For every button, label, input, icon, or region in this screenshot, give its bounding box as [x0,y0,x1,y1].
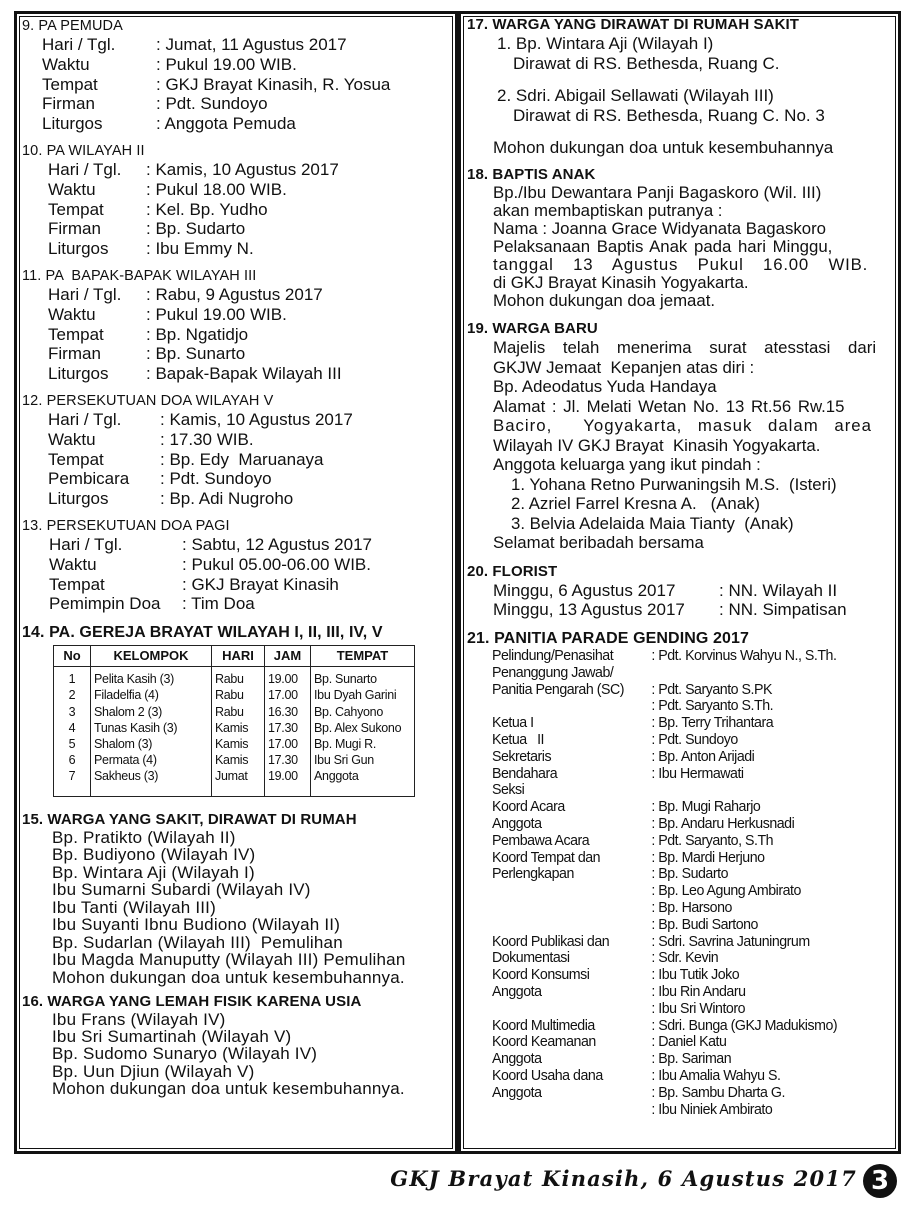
info-value: : Kel. Bp. Yudho [146,199,268,219]
info-label: Tempat [48,324,104,344]
list-item: Bp. Sudarlan (Wilayah III) Pemulihan [52,932,343,952]
list-item: 2. Azriel Farrel Kresna A. (Anak) [511,494,761,513]
info-row [22,55,452,75]
info-row [22,75,452,95]
cell-hari: Kamis [212,720,265,736]
list-item: Bp. Sudomo Sunaryo (Wilayah IV) [52,1044,318,1064]
section-title: 9. PA PEMUDA [22,18,123,34]
table-row [54,720,415,736]
committee-role: Koord Publikasi dan [491,933,610,950]
info-value: : NN. Simpatisan [719,600,847,620]
committee-member: : Ibu Rin Andaru [651,984,746,1001]
info-row [22,239,452,259]
info-label: Hari / Tgl. [49,534,123,554]
cell-tempat: Ibu Dyah Garini [311,687,415,703]
committee-member: : Bp. Terry Trihantara [651,715,774,732]
text-line: Pelaksanaan Baptis Anak pada hari Minggu, [493,237,833,256]
committee-row [492,934,870,951]
committee-member: : Bp. Sudarto [651,866,728,883]
committee-member: : Bp. Andaru Herkusnadi [651,816,795,833]
info-row [22,160,452,180]
cell-kelompok: Tunas Kasih (3) [91,720,212,736]
committee-role: Koord Usaha dana [491,1068,603,1085]
cell-hari: Jumat [212,768,265,796]
committee-member: : Bp. Harsono [651,900,732,917]
info-value: : Sabtu, 12 Agustus 2017 [182,534,372,554]
committee-role: Ketua I [491,715,534,732]
prayer-request-note: Mohon dukungan doa untuk kesembuhannya [493,138,834,157]
cell-kelompok: Permata (4) [91,752,212,768]
committee-member: : Sdr. Kevin [651,950,719,967]
committee-member: : Pdt. Sundoyo [651,732,738,749]
cell-kelompok: Sakheus (3) [91,768,212,796]
info-value: : Bp. Sunarto [146,344,246,364]
list-item: Bp. Uun Djiun (Wilayah V) [52,1061,255,1081]
section-panitia-parade-gending [467,630,887,1118]
info-value: : GKJ Brayat Kinasih [182,574,339,594]
list-item: Ibu Suyanti Ibnu Budiono (Wilayah II) [52,915,341,935]
info-label: Waktu [48,429,96,449]
footer-church-date: GKJ Brayat Kinasih, 6 Agustus 2017 [390,1166,857,1191]
table-row [54,768,415,796]
info-row [22,305,452,325]
column-header-jam: JAM [265,646,311,667]
committee-row [492,950,870,967]
committee-role: Pelindung/Penasihat [491,648,614,665]
cell-jam: 17.30 [265,720,311,736]
committee-row [492,866,870,883]
info-row [22,364,452,384]
list-item: Ibu Sumarni Subardi (Wilayah IV) [52,880,311,900]
info-value: : Bp. Adi Nugroho [160,489,294,509]
info-value: : Pdt. Sundoyo [156,94,268,114]
cell-jam: 17.00 [265,687,311,703]
committee-role: Anggota [491,1084,542,1101]
text-line: Anggota keluarga yang ikut pindah : [493,455,761,474]
list-item: Ibu Tanti (Wilayah III) [52,897,216,917]
info-label: Liturgos [48,489,109,509]
committee-role [492,900,651,917]
section-florist [467,563,887,621]
table-row [54,687,415,703]
committee-member: : Pdt. Korvinus Wahyu N., S.Th. [651,648,837,665]
committee-role: Penanggung Jawab/ [491,664,614,681]
committee-row [492,665,870,682]
committee-row [492,1085,870,1102]
sick-member-list [22,829,452,987]
committee-role: Anggota [491,816,542,833]
committee-role: Anggota [491,984,542,1001]
info-label: Hari / Tgl. [48,284,122,304]
info-label: Firman [48,219,101,239]
committee-role [492,1001,651,1018]
section-title: 21. PANITIA PARADE GENDING 2017 [467,630,749,648]
committee-row [492,715,870,732]
committee-row [492,1068,870,1085]
cell-no: 4 [54,720,91,736]
committee-row [492,682,870,699]
committee-role: Koord Acara [491,799,565,816]
committee-role: Dokumentasi [491,950,570,967]
committee-row [492,782,870,799]
info-label: Waktu [49,554,97,574]
info-label: Pembicara [48,469,130,489]
committee-role: Panitia Pengarah (SC) [491,681,625,698]
committee-role [492,1102,651,1119]
info-label: Firman [48,344,101,364]
info-label: Minggu, 13 Agustus 2017 [493,600,685,620]
committee-row [492,799,870,816]
info-label: Firman [42,94,95,114]
baptism-announcement [467,184,887,310]
committee-member: : Bp. Sariman [651,1051,732,1068]
info-row [22,180,452,200]
info-value: : Anggota Pemuda [156,114,296,134]
section-warga-dirawat-rs [467,16,887,158]
committee-member: : Ibu Amalia Wahyu S. [651,1068,781,1085]
committee-member: : Sdri. Savrina Jatuningrum [651,933,810,950]
section-title: 13. PERSEKUTUAN DOA PAGI [22,517,230,534]
committee-row [492,967,870,984]
committee-row [492,1018,870,1035]
cell-tempat: Ibu Sri Gun [311,752,415,768]
info-row [22,594,452,614]
cell-no: 6 [54,752,91,768]
committee-role: Koord Konsumsi [491,967,590,984]
new-member-announcement [467,338,887,475]
section-title: 15. WARGA YANG SAKIT, DIRAWAT DI RUMAH [22,810,357,828]
info-value: : Bp. Edy Maruanaya [160,449,324,469]
info-value: : Jumat, 11 Agustus 2017 [156,35,347,54]
committee-member: : Sdri. Bunga (GKJ Madukismo) [651,1017,838,1034]
section-persekutuan-doa-pagi [22,517,452,614]
cell-no: 1 [54,667,91,688]
column-header-no: No [54,646,91,667]
cell-no: 2 [54,687,91,703]
info-row [22,285,452,305]
info-row [22,450,452,470]
info-value: : 17.30 WIB. [160,429,254,449]
committee-row [492,850,870,867]
section-title: 17. WARGA YANG DIRAWAT DI RUMAH SAKIT [467,16,800,33]
info-row [22,575,452,595]
committee-member: : Ibu Hermawati [651,765,744,782]
closing-note: Selamat beribadah bersama [493,533,704,552]
section-title: 10. PA WILAYAH II [22,142,145,159]
section-title: 16. WARGA YANG LEMAH FISIK KARENA USIA [22,993,362,1011]
info-value: : Ibu Emmy N. [146,239,254,259]
info-value: : Bp. Ngatidjo [146,324,249,344]
table-row [54,704,415,720]
text-line: Majelis telah menerima surat atesstasi dari [493,338,877,357]
cell-tempat: Bp. Mugi R. [311,736,415,752]
list-item: Ibu Magda Manuputty (Wilayah III) Pemulihan [52,950,406,970]
list-item: Ibu Frans (Wilayah IV) [52,1010,226,1030]
list-item: Bp. Wintara Aji (Wilayah I) [52,862,255,882]
section-pa-wilayah-ii [22,142,452,259]
committee-row [492,1051,870,1068]
info-row [22,325,452,345]
text-line: Mohon dukungan doa jemaat. [493,291,716,310]
info-value: : Kamis, 10 Agustus 2017 [146,159,339,179]
list-item: Bp. Budiyono (Wilayah IV) [52,845,256,865]
text-line: akan membaptiskan putranya : [493,201,723,220]
info-row [22,114,452,134]
committee-member: : Pdt. Saryanto S.Th. [651,698,774,715]
info-value: : Tim Doa [182,594,255,614]
text-line: Baciro, Yogyakarta, masuk dalam area [493,416,872,435]
committee-member: : Bp. Anton Arijadi [651,748,755,765]
cell-no: 7 [54,768,91,796]
info-value: : Bapak-Bapak Wilayah III [146,364,342,384]
list-item: Bp. Pratikto (Wilayah II) [52,827,236,847]
info-label: Liturgos [48,239,109,259]
info-row [22,410,452,430]
info-row [22,469,452,489]
committee-row [492,917,870,934]
cell-no: 3 [54,704,91,720]
info-row [22,489,452,509]
committee-member: : Bp. Sambu Dharta G. [651,1084,785,1101]
info-label: Tempat [48,449,104,469]
info-row [22,35,452,55]
section-title: 18. BAPTIS ANAK [467,166,596,183]
committee-row [492,732,870,749]
cell-tempat: Bp. Alex Sukono [311,720,415,736]
info-row [22,535,452,555]
cell-kelompok: Shalom (3) [91,736,212,752]
committee-member: : Pdt. Saryanto S.PK [651,681,773,698]
section-title: 14. PA. GEREJA BRAYAT WILAYAH I, II, III, IV, V [22,624,383,642]
cell-jam: 16.30 [265,704,311,720]
patient-name: 2. Sdri. Abigail Sellawati (Wilayah III) [497,86,774,105]
info-label: Tempat [42,74,98,94]
table-row [54,736,415,752]
cell-hari: Kamis [212,736,265,752]
info-row [467,600,887,620]
info-row [22,200,452,220]
committee-role: Koord Keamanan [491,1034,596,1051]
cell-tempat: Bp. Sunarto [311,667,415,688]
patient-location: Dirawat di RS. Bethesda, Ruang C. [513,54,780,73]
family-member-list [467,475,887,534]
committee-role: Perlengkapan [491,866,574,883]
section-pa-pemuda [22,17,452,134]
committee-role [492,917,651,934]
cell-jam: 19.00 [265,667,311,688]
info-value: : Kamis, 10 Agustus 2017 [160,409,353,429]
committee-row [492,883,870,900]
info-value: : Bp. Sudarto [146,219,246,239]
committee-row [492,984,870,1001]
page-number-badge: 3 [863,1164,897,1198]
info-value: : Pukul 19.00 WIB. [146,304,287,324]
committee-member: : Ibu Niniek Ambirato [651,1101,773,1118]
committee-row [492,1102,870,1119]
committee-row [492,1001,870,1018]
info-value: : NN. Wilayah II [719,580,838,600]
committee-member: : Daniel Katu [651,1034,727,1051]
info-row [467,581,887,601]
list-item: Ibu Sri Sumartinah (Wilayah V) [52,1027,292,1047]
info-value: : Pukul 19.00 WIB. [156,54,297,74]
committee-row [492,833,870,850]
cell-jam: 19.00 [265,768,311,796]
committee-role [492,698,651,715]
cell-jam: 17.00 [265,736,311,752]
committee-row [492,648,870,665]
cell-tempat: Bp. Cahyono [311,704,415,720]
info-value: : Pdt. Sundoyo [160,469,272,489]
cell-kelompok: Pelita Kasih (3) [91,667,212,688]
committee-role: Koord Tempat dan [491,849,601,866]
cell-hari: Rabu [212,667,265,688]
committee-role: Koord Multimedia [491,1017,595,1034]
committee-row [492,1034,870,1051]
info-label: Liturgos [48,364,109,384]
cell-jam: 17.30 [265,752,311,768]
info-row [22,430,452,450]
column-header-tempat: TEMPAT [311,646,415,667]
section-persekutuan-doa-wilayah-v [22,392,452,509]
committee-member: : Bp. Leo Agung Ambirato [651,883,801,900]
cell-hari: Rabu [212,704,265,720]
right-column [467,16,887,1126]
section-pa-bapak-bapak [22,267,452,384]
info-label: Waktu [42,54,90,74]
section-warga-baru [467,320,887,553]
info-label: Hari / Tgl. [42,35,116,54]
committee-member: : Bp. Budi Sartono [651,916,758,933]
committee-member: : Bp. Mardi Herjuno [651,849,765,866]
section-title: 20. FLORIST [467,562,558,580]
section-title: 19. WARGA BARU [467,320,598,337]
section-warga-sakit-dirumah [22,811,452,987]
section-title: 12. PERSEKUTUAN DOA WILAYAH V [22,392,274,409]
committee-role: Bendahara [491,765,558,782]
patient-location: Dirawat di RS. Bethesda, Ruang C. No. 3 [513,106,825,125]
info-value: : GKJ Brayat Kinasih, R. Yosua [156,74,391,94]
info-label: Minggu, 6 Agustus 2017 [493,580,676,600]
cell-kelompok: Filadelfia (4) [91,687,212,703]
list-item: 3. Belvia Adelaida Maia Tianty (Anak) [511,513,794,533]
text-line-content: Bp./Ibu Dewantara Panji Bagaskoro (Wil. III) [493,183,822,202]
info-value: : Pukul 05.00-06.00 WIB. [182,554,371,574]
table-header-row [54,646,415,667]
committee-member: : Bp. Mugi Raharjo [651,799,761,816]
info-label: Waktu [48,179,96,199]
text-line: GKJW Jemaat Kepanjen atas diri : [493,357,755,377]
info-row [22,344,452,364]
left-column [22,17,452,1105]
text-line: tanggal 13 Agustus Pukul 16.00 WIB. [493,255,869,274]
cell-no: 5 [54,736,91,752]
cell-hari: Rabu [212,687,265,703]
text-line: Nama : Joanna Grace Widyanata Bagaskoro [493,219,827,238]
section-title: 11. PA BAPAK-BAPAK WILAYAH III [22,267,257,284]
info-row [22,219,452,239]
cell-kelompok: Shalom 2 (3) [91,704,212,720]
committee-row [492,816,870,833]
info-label: Hari / Tgl. [48,409,122,429]
info-label: Hari / Tgl. [48,159,122,179]
info-row [22,94,452,114]
text-line: Bp. Adeodatus Yuda Handaya [493,377,717,396]
committee-list [467,648,870,1118]
section-warga-lemah-fisik [22,993,452,1097]
committee-row [492,766,870,783]
group-schedule-table [53,645,415,796]
committee-row [492,749,870,766]
committee-row [492,900,870,917]
committee-row [492,698,870,715]
info-row [22,555,452,575]
cell-hari: Kamis [212,752,265,768]
committee-role: Sekretaris [491,748,552,765]
committee-member: : Pdt. Saryanto, S.Th [651,832,774,849]
info-label: Pemimpin Doa [49,594,161,614]
text-line: Alamat : Jl. Melati Wetan No. 13 Rt.56 Rw.15 [493,396,845,416]
text-line: Wilayah IV GKJ Brayat Kinasih Yogyakarta. [493,435,821,455]
info-label: Waktu [48,304,96,324]
cell-tempat: Anggota [311,768,415,796]
committee-member: : Ibu Sri Wintoro [651,1000,745,1017]
committee-role: Seksi [491,782,525,799]
column-header-kelompok: KELOMPOK [91,646,212,667]
committee-role [492,883,651,900]
info-value: : Rabu, 9 Agustus 2017 [146,284,323,304]
table-row [54,752,415,768]
info-label: Liturgos [42,114,103,134]
column-header-hari: HARI [212,646,265,667]
committee-role: Ketua II [491,732,545,749]
group-schedule-table-wrapper [53,645,452,796]
committee-role: Pembawa Acara [491,832,590,849]
info-label: Tempat [48,199,104,219]
table-row [54,667,415,688]
elderly-member-list [22,1011,452,1097]
info-value: : Pukul 18.00 WIB. [146,179,287,199]
info-label: Tempat [49,574,105,594]
list-item: 1. Yohana Retno Purwaningsih M.S. (Isteri) [511,474,837,494]
section-pa-gereja-brayat [22,624,452,796]
prayer-request-note: Mohon dukungan doa untuk kesembuhannya. [52,1078,405,1098]
committee-member: : Ibu Tutik Joko [651,967,740,984]
text-line: di GKJ Brayat Kinasih Yogyakarta. [493,273,749,292]
patient-name: 1. Bp. Wintara Aji (Wilayah I) [497,34,714,53]
committee-role: Anggota [491,1051,542,1068]
prayer-request-note: Mohon dukungan doa untuk kesembuhannya. [52,967,405,987]
text-line [493,184,887,202]
section-baptis-anak [467,166,887,310]
